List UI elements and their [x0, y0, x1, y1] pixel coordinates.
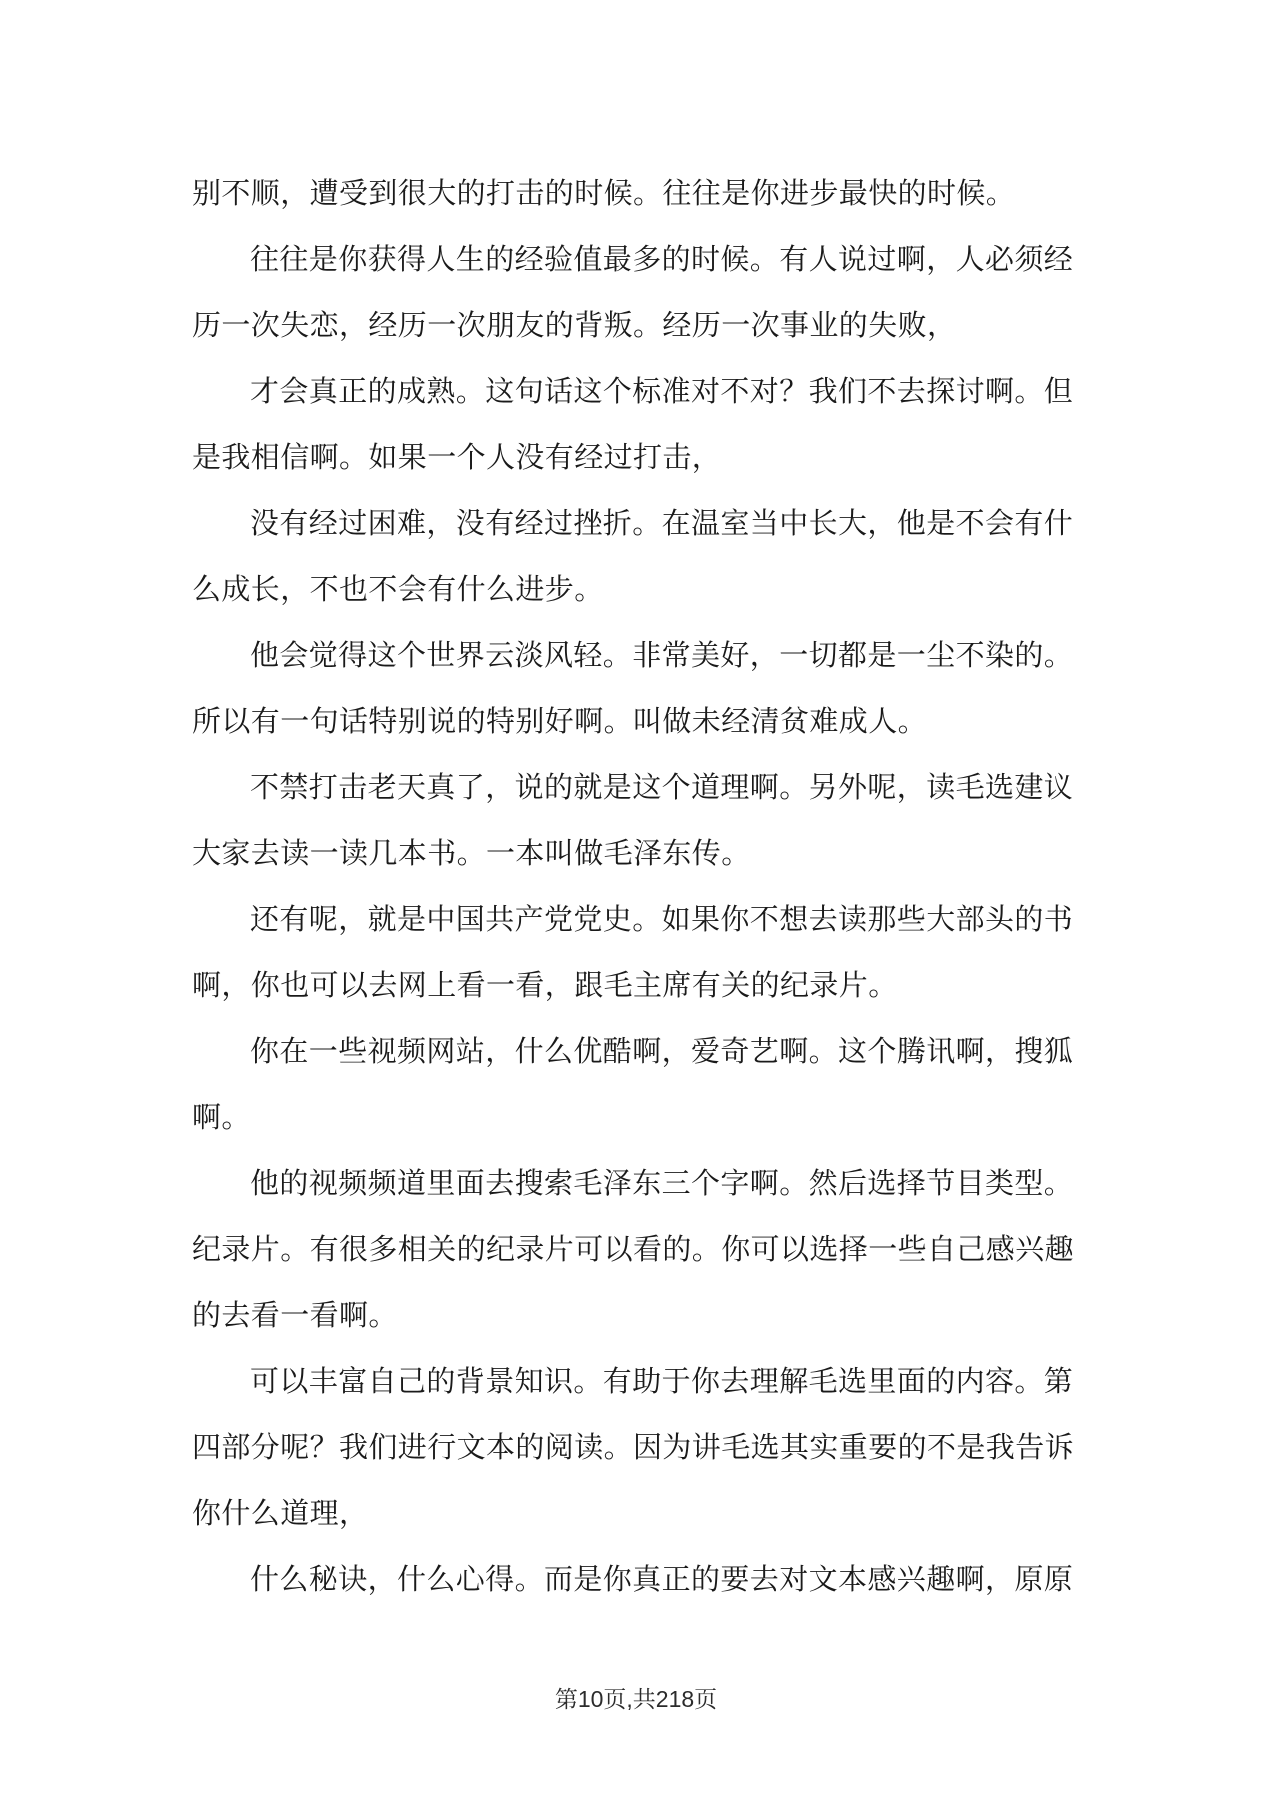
text-line: 啊，你也可以去网上看一看，跟毛主席有关的纪录片。 [192, 968, 898, 1002]
text-line: 你在一些视频网站，什么优酷啊，爱奇艺啊。这个腾讯啊，搜狐 [250, 1034, 1074, 1068]
page-number-footer: 第10页,共218页 [554, 1686, 718, 1712]
text-line: 他的视频频道里面去搜索毛泽东三个字啊。然后选择节目类型。 [250, 1166, 1074, 1200]
body-text [192, 160, 1092, 1612]
text-line: 大家去读一读几本书。一本叫做毛泽东传。 [192, 836, 751, 870]
text-line: 什么秘诀，什么心得。而是你真正的要去对文本感兴趣啊，原原 [250, 1562, 1074, 1596]
text-line: 才会真正的成熟。这句话这个标准对不对？我们不去探讨啊。但 [250, 374, 1074, 408]
text-line: 可以丰富自己的背景知识。有助于你去理解毛选里面的内容。第 [250, 1364, 1074, 1398]
text-line: 啊。 [192, 1100, 251, 1134]
text-line: 还有呢，就是中国共产党党史。如果你不想去读那些大部头的书 [250, 902, 1074, 936]
text-line: 么成长，不也不会有什么进步。 [192, 572, 604, 606]
text-line: 纪录片。有很多相关的纪录片可以看的。你可以选择一些自己感兴趣 [192, 1232, 1075, 1266]
text-line: 历一次失恋，经历一次朋友的背叛。经历一次事业的失败， [192, 308, 957, 342]
text-line: 不禁打击老天真了，说的就是这个道理啊。另外呢，读毛选建议 [250, 770, 1074, 804]
text-line: 的去看一看啊。 [192, 1298, 398, 1332]
text-line: 别不顺，遭受到很大的打击的时候。往往是你进步最快的时候。 [192, 176, 1016, 210]
text-line: 所以有一句话特别说的特别好啊。叫做未经清贫难成人。 [192, 704, 928, 738]
text-line: 是我相信啊。如果一个人没有经过打击， [192, 440, 722, 474]
text-line: 往往是你获得人生的经验值最多的时候。有人说过啊，人必须经 [250, 242, 1074, 276]
text-line: 你什么道理， [192, 1496, 369, 1530]
text-line: 四部分呢？我们进行文本的阅读。因为讲毛选其实重要的不是我告诉 [192, 1430, 1075, 1464]
text-line: 他会觉得这个世界云淡风轻。非常美好，一切都是一尘不染的。 [250, 638, 1074, 672]
text-line: 没有经过困难，没有经过挫折。在温室当中长大，他是不会有什 [250, 506, 1074, 540]
